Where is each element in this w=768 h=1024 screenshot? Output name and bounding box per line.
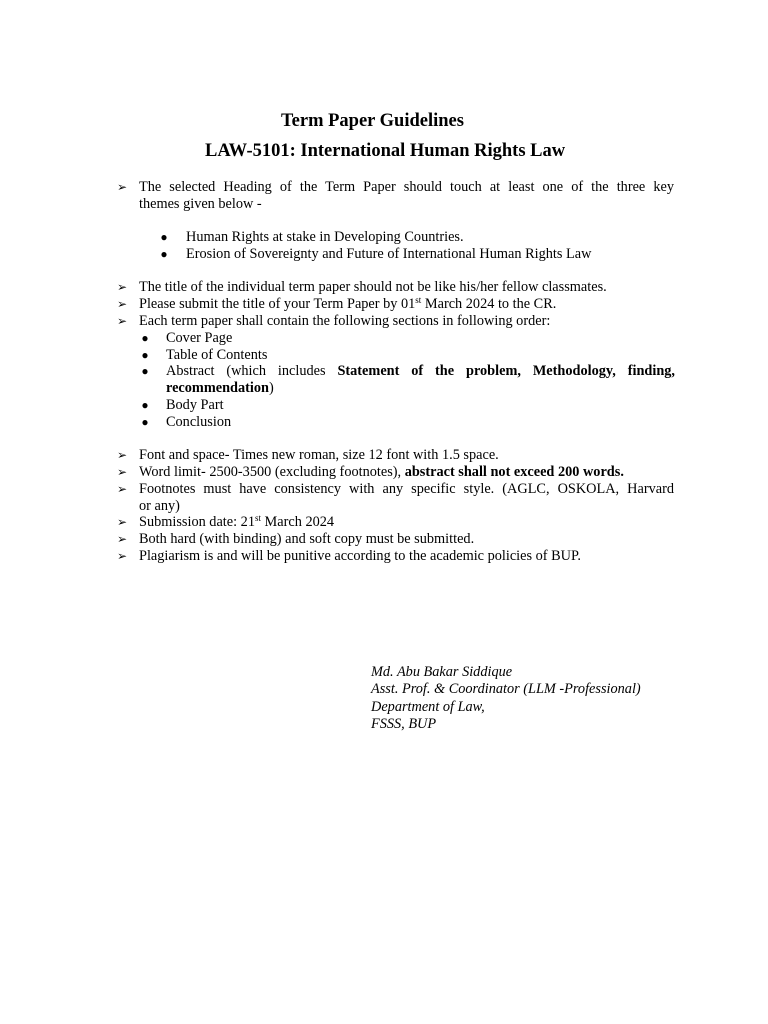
signatory-faculty: FSSS, BUP — [371, 716, 437, 733]
round-bullet-icon: ● — [141, 364, 149, 378]
round-bullet-icon: ● — [141, 348, 149, 362]
signature-block — [371, 664, 641, 734]
round-bullet-icon: ● — [160, 230, 168, 244]
arrowhead-bullet-icon: ➢ — [117, 297, 128, 311]
title-rule: The title of the individual term paper should not be like his/her fellow classmates. — [139, 279, 607, 295]
theme-item: Human Rights at stake in Developing Countries. — [186, 229, 464, 245]
round-bullet-icon: ● — [141, 331, 149, 345]
footnote-rule-line-2: or any) — [139, 498, 180, 514]
arrowhead-bullet-icon: ➢ — [117, 549, 128, 563]
document-title: Term Paper Guidelines — [281, 111, 464, 131]
sections-intro: Each term paper shall contain the following sections in following order: — [139, 313, 551, 329]
intro-line-2: themes given below - — [139, 196, 262, 212]
arrowhead-bullet-icon: ➢ — [117, 448, 128, 462]
round-bullet-icon: ● — [141, 398, 149, 412]
arrowhead-bullet-icon: ➢ — [117, 532, 128, 546]
footnote-rule-line-1: Footnotes must have consistency with any specific style. (AGLC, OSKOLA, Harvard — [139, 481, 674, 497]
copy-rule: Both hard (with binding) and soft copy must be submitted. — [139, 531, 475, 547]
section-abstract-line-2: recommendation) — [166, 380, 274, 396]
section-table-of-contents: Table of Contents — [166, 347, 268, 363]
course-title: LAW-5101: International Human Rights Law — [205, 141, 566, 161]
arrowhead-bullet-icon: ➢ — [117, 280, 128, 294]
plagiarism-rule: Plagiarism is and will be punitive according to the academic policies of BUP. — [139, 548, 581, 564]
arrowhead-bullet-icon: ➢ — [117, 180, 128, 194]
round-bullet-icon: ● — [141, 415, 149, 429]
section-body-part: Body Part — [166, 397, 224, 413]
submit-title-rule: Please submit the title of your Term Paper by 01st March 2024 to the CR. — [139, 295, 557, 312]
word-limit-rule: Word limit- 2500-3500 (excluding footnotes), abstract shall not exceed 200 words. — [139, 464, 624, 480]
signatory-position: Asst. Prof. & Coordinator (LLM -Professional) — [371, 681, 641, 698]
section-cover-page: Cover Page — [166, 330, 233, 346]
signatory-department: Department of Law, — [371, 698, 485, 715]
arrowhead-bullet-icon: ➢ — [117, 515, 128, 529]
submission-date-rule: Submission date: 21st March 2024 — [139, 513, 335, 530]
round-bullet-icon: ● — [160, 247, 168, 261]
section-abstract-line-1: Abstract (which includes Statement of the problem, Methodology, finding, — [166, 363, 675, 379]
arrowhead-bullet-icon: ➢ — [117, 314, 128, 328]
arrowhead-bullet-icon: ➢ — [117, 482, 128, 496]
theme-item: Erosion of Sovereignty and Future of International Human Rights Law — [186, 246, 592, 262]
font-rule: Font and space- Times new roman, size 12 font with 1.5 space. — [139, 447, 499, 463]
intro-line-1: The selected Heading of the Term Paper should touch at least one of the three key — [139, 179, 674, 195]
section-conclusion: Conclusion — [166, 414, 232, 430]
arrowhead-bullet-icon: ➢ — [117, 465, 128, 479]
signatory-name: Md. Abu Bakar Siddique — [371, 664, 513, 680]
